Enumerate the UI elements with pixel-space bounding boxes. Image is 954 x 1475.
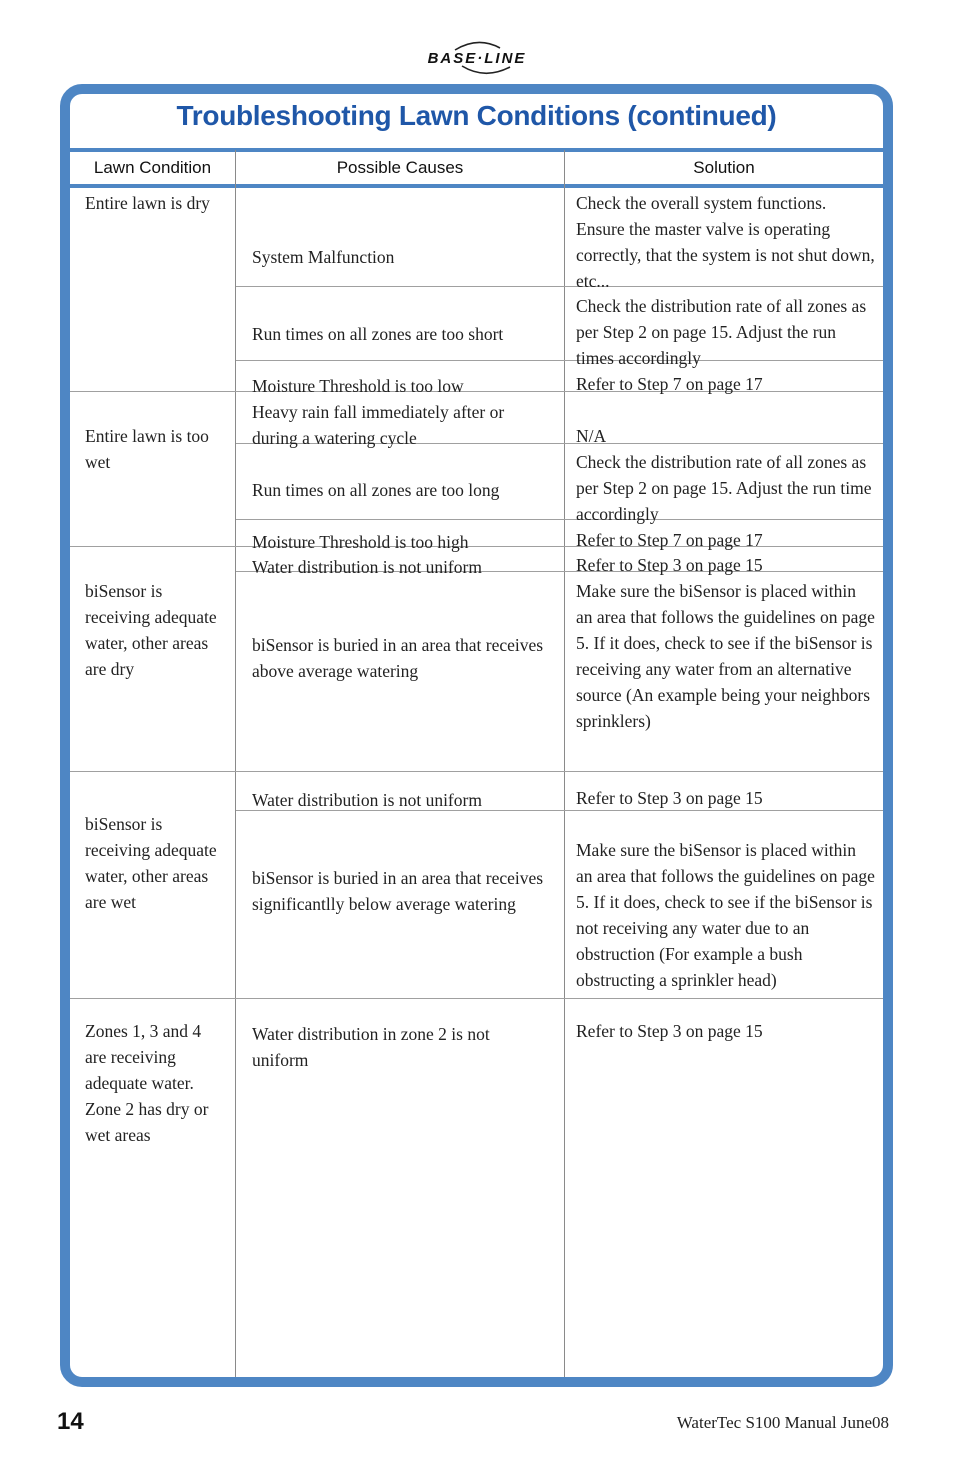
possible-cause-cell: Water distribution in zone 2 is not uniform	[252, 1024, 490, 1070]
lawn-condition-cell: Zones 1, 3 and 4 are receiving adequate water. Zone 2 has dry or wet areas	[85, 1021, 209, 1145]
solution-cell: N/A	[576, 426, 607, 446]
column-separator-1	[235, 150, 236, 1387]
possible-cause-cell: Moisture Threshold is too low	[252, 376, 464, 396]
possible-cause-cell: biSensor is buried in an area that receives above average watering	[252, 635, 544, 681]
column-separator-2	[564, 150, 565, 1387]
solution-cell: Refer to Step 3 on page 15	[576, 555, 763, 575]
possible-cause-cell: Run times on all zones are too long	[252, 480, 500, 500]
possible-cause-cell: Run times on all zones are too short	[252, 324, 504, 344]
solution-cell: Refer to Step 7 on page 17	[576, 374, 763, 394]
lawn-condition-cell: biSensor is receiving adequate water, other areas are wet	[85, 814, 217, 912]
solution-cell: Make sure the biSensor is placed within an area that follows the guidelines on page 5. If it does, check to see if the biSensor is not receiving any water due to an obstruction (For example a bush obstructing a sprinkler head)	[576, 840, 875, 990]
possible-cause-cell: Moisture Threshold is too high	[252, 532, 469, 552]
header-divider	[70, 184, 883, 188]
page-title: Troubleshooting Lawn Conditions (continued)	[176, 100, 777, 131]
table-frame	[60, 84, 893, 1387]
solution-cell: Check the distribution rate of all zones as per Step 2 on page 15. Adjust the run time accordingly	[576, 452, 872, 524]
possible-cause-cell: Water distribution is not uniform	[252, 557, 482, 577]
solution-cell: Make sure the biSensor is placed within an area that follows the guidelines on page 5. If it does, check to see if the biSensor is receiving any water from an alternative source (An example being your neighbors sprinklers)	[576, 581, 875, 731]
logo-swoosh-bottom	[462, 66, 510, 73]
possible-cause-cell: Water distribution is not uniform	[252, 790, 482, 810]
solution-cell: Refer to Step 3 on page 15	[576, 1021, 763, 1041]
possible-cause-cell: biSensor is buried in an area that receives significantlly below average watering	[252, 868, 544, 914]
row-divider	[70, 771, 883, 772]
solution-cell: Refer to Step 7 on page 17	[576, 530, 763, 550]
solution-cell: Refer to Step 3 on page 15	[576, 788, 763, 808]
lawn-condition-cell: Entire lawn is dry	[85, 193, 210, 213]
possible-cause-cell: Heavy rain fall immediately after or during a watering cycle	[252, 402, 505, 448]
column-header-solution: Solution	[693, 158, 755, 177]
manual-footer: WaterTec S100 Manual June08	[676, 1413, 889, 1432]
logo-text: BASE·LINE	[427, 50, 527, 67]
logo-swoosh-top	[455, 42, 500, 50]
lawn-condition-cell: Entire lawn is too wet	[85, 426, 209, 472]
page-number: 14	[57, 1408, 84, 1435]
lawn-condition-cell: biSensor is receiving adequate water, other areas are dry	[85, 581, 217, 679]
solution-cell: Check the overall system functions. Ensure the master valve is operating correctly, that the system is not shut down, etc...	[576, 193, 875, 291]
row-divider	[70, 998, 883, 999]
column-header-possible-causes: Possible Causes	[336, 158, 464, 177]
solution-cell: Check the distribution rate of all zones as per Step 2 on page 15. Adjust the run times accordingly	[576, 296, 867, 368]
possible-cause-cell: System Malfunction	[252, 247, 395, 267]
column-header-lawn-condition: Lawn Condition	[93, 158, 212, 177]
baseline-logo	[0, 36, 954, 82]
